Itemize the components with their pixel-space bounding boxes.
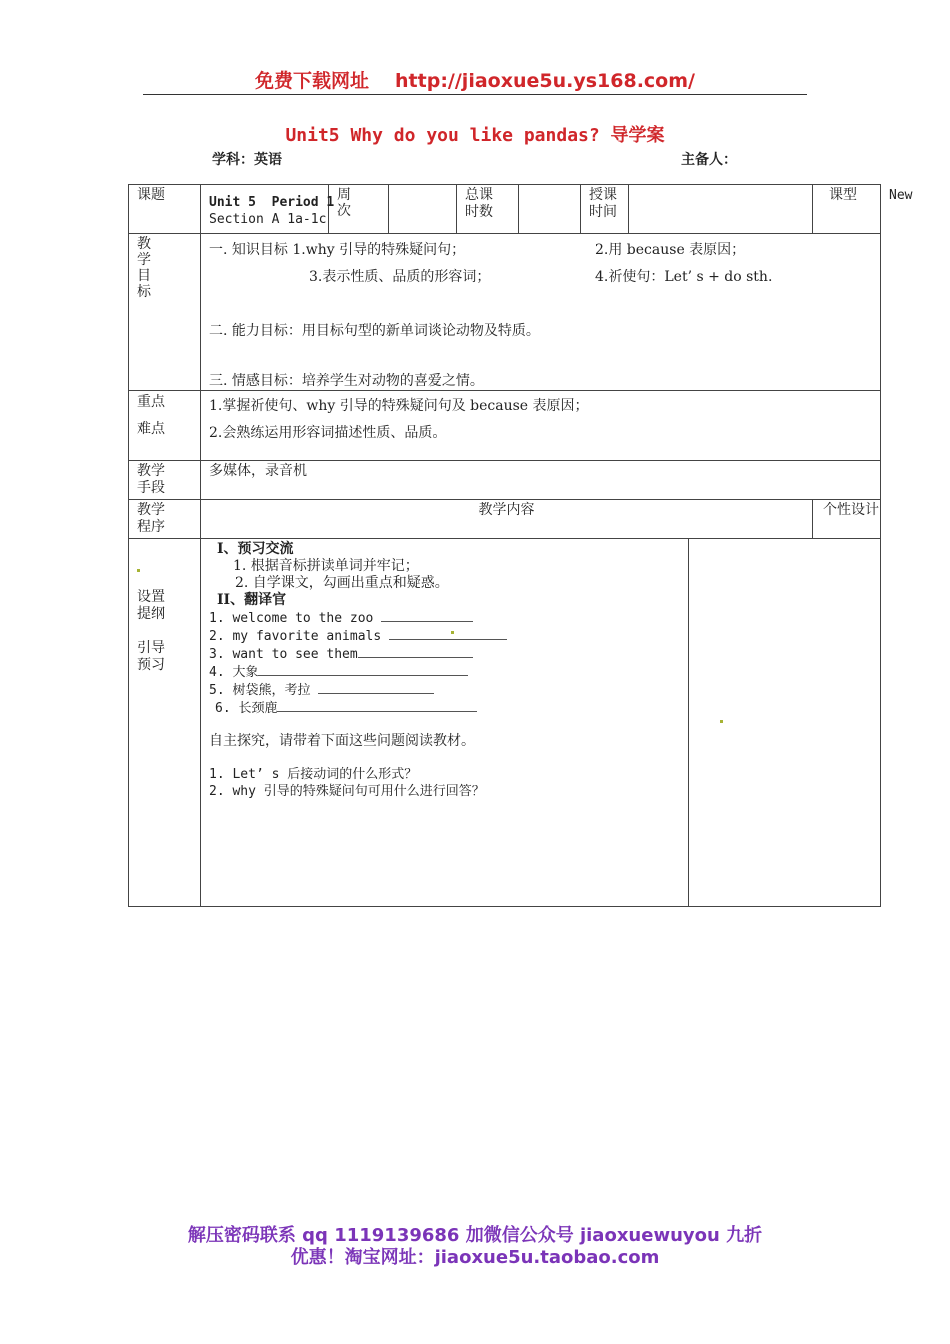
goal-knowledge-2: 2.用 because 表原因； — [595, 242, 746, 258]
translate-item-4: 4. 大象 — [209, 663, 680, 681]
header-site-label: 免费下载网址 — [255, 70, 370, 92]
keypoint-1: 1.掌握祈使句、why 引导的特殊疑问句及 because 表原因； — [209, 398, 589, 414]
goal-ability: 二. 能力目标：用目标句型的新单词谈论动物及特质。 — [209, 323, 540, 339]
goal-emotion: 三. 情感目标：培养学生对动物的喜爱之情。 — [209, 373, 484, 389]
content-header: 教学内容 — [201, 500, 813, 539]
goal-knowledge-4: 4.祈使句：Let’ s + do sth. — [595, 269, 773, 285]
blank-line[interactable] — [381, 609, 473, 622]
blank-line[interactable] — [277, 699, 477, 712]
topic-value — [201, 185, 335, 234]
keypoints-content — [201, 391, 881, 461]
type-label: 课型 — [813, 185, 881, 234]
week-label: 周次 — [329, 185, 389, 234]
time-label: 授课时间 — [581, 185, 629, 234]
means-label: 教学手段 — [129, 461, 201, 500]
preparer-label: 主备人： — [681, 152, 737, 168]
document-title: Unit5 Why do you like pandas? 导学案 — [285, 125, 665, 146]
blank-line[interactable] — [389, 627, 507, 640]
design-header: 个性设计 — [813, 500, 881, 539]
preview-content — [201, 539, 689, 907]
footer-line-2: 优惠！淘宝网址：jiaoxue5u.taobao.com — [290, 1247, 660, 1268]
blank-line[interactable] — [318, 681, 434, 694]
goals-label: 教学目标 — [129, 234, 201, 391]
design-notes — [689, 539, 881, 907]
translate-item-6: 6. 长颈鹿 — [215, 699, 680, 717]
footer-line-1: 解压密码联系 qq 1119139686 加微信公众号 jiaoxuewuyou 九折 — [187, 1225, 763, 1246]
explore-text: 自主探究，请带着下面这些问题阅读教材。 — [209, 733, 475, 749]
row-preview — [129, 539, 881, 907]
procedure-label: 教学程序 — [129, 500, 201, 539]
goals-content — [201, 234, 881, 391]
row-means — [129, 461, 881, 500]
keypoints-label: 重点 难点 — [129, 391, 201, 461]
marker-dot — [451, 631, 454, 634]
topic-line1: Unit 5 Period 1 — [209, 195, 335, 210]
marker-dot — [720, 720, 723, 723]
goal-knowledge-1: 一. 知识目标 1.why 引导的特殊疑问句； — [209, 242, 466, 258]
translate-item-5: 5. 树袋熊，考拉 — [209, 681, 680, 699]
question-1: 1. Let’ s 后接动词的什么形式？ — [209, 767, 418, 782]
sec1-item1: 1. 根据音标拼读单词并牢记； — [233, 558, 419, 574]
row-keypoints — [129, 391, 881, 461]
means-value: 多媒体，录音机 — [201, 461, 881, 500]
translate-item-2: 2. my favorite animals — [209, 627, 680, 645]
row-goals — [129, 234, 881, 391]
header-site-link[interactable] — [0, 66, 950, 93]
row-procedure — [129, 500, 881, 539]
keypoint-2: 2.会熟练运用形容词描述性质、品质。 — [209, 425, 447, 441]
marker-dot — [137, 569, 140, 572]
translate-item-3: 3. want to see them — [209, 645, 680, 663]
header-site-url[interactable]: http://jiaoxue5u.ys168.com/ — [395, 70, 695, 92]
translate-item-1: 1. welcome to the zoo — [209, 609, 680, 627]
sec1-item2: 2. 自学课文，勾画出重点和疑惑。 — [235, 575, 449, 591]
preview-label: 设置提纲 引导预习 — [129, 539, 201, 907]
header-divider — [143, 94, 807, 95]
blank-line[interactable] — [358, 645, 473, 658]
subject-label: 学科：英语 — [212, 152, 282, 168]
sec1-title: I、预习交流 — [217, 541, 294, 557]
topic-line2: Section A 1a-1c — [209, 212, 327, 227]
goal-knowledge-3: 3.表示性质、品质的形容词； — [309, 269, 491, 285]
week-value — [389, 185, 457, 234]
total-label: 总课时数 — [457, 185, 519, 234]
sec2-title: II、翻译官 — [217, 592, 287, 608]
row-topic: 课题 Unit 5 Period 1 Section A 1a-1c 周次 总课时数 授课时间 课型 New — [129, 185, 881, 234]
total-value — [519, 185, 581, 234]
question-2: 2. why 引导的特殊疑问句可用什么进行回答？ — [209, 784, 485, 799]
time-value — [629, 185, 813, 234]
lesson-plan-table — [128, 184, 913, 907]
blank-line[interactable] — [258, 663, 468, 676]
topic-label: 课题 — [129, 185, 201, 234]
